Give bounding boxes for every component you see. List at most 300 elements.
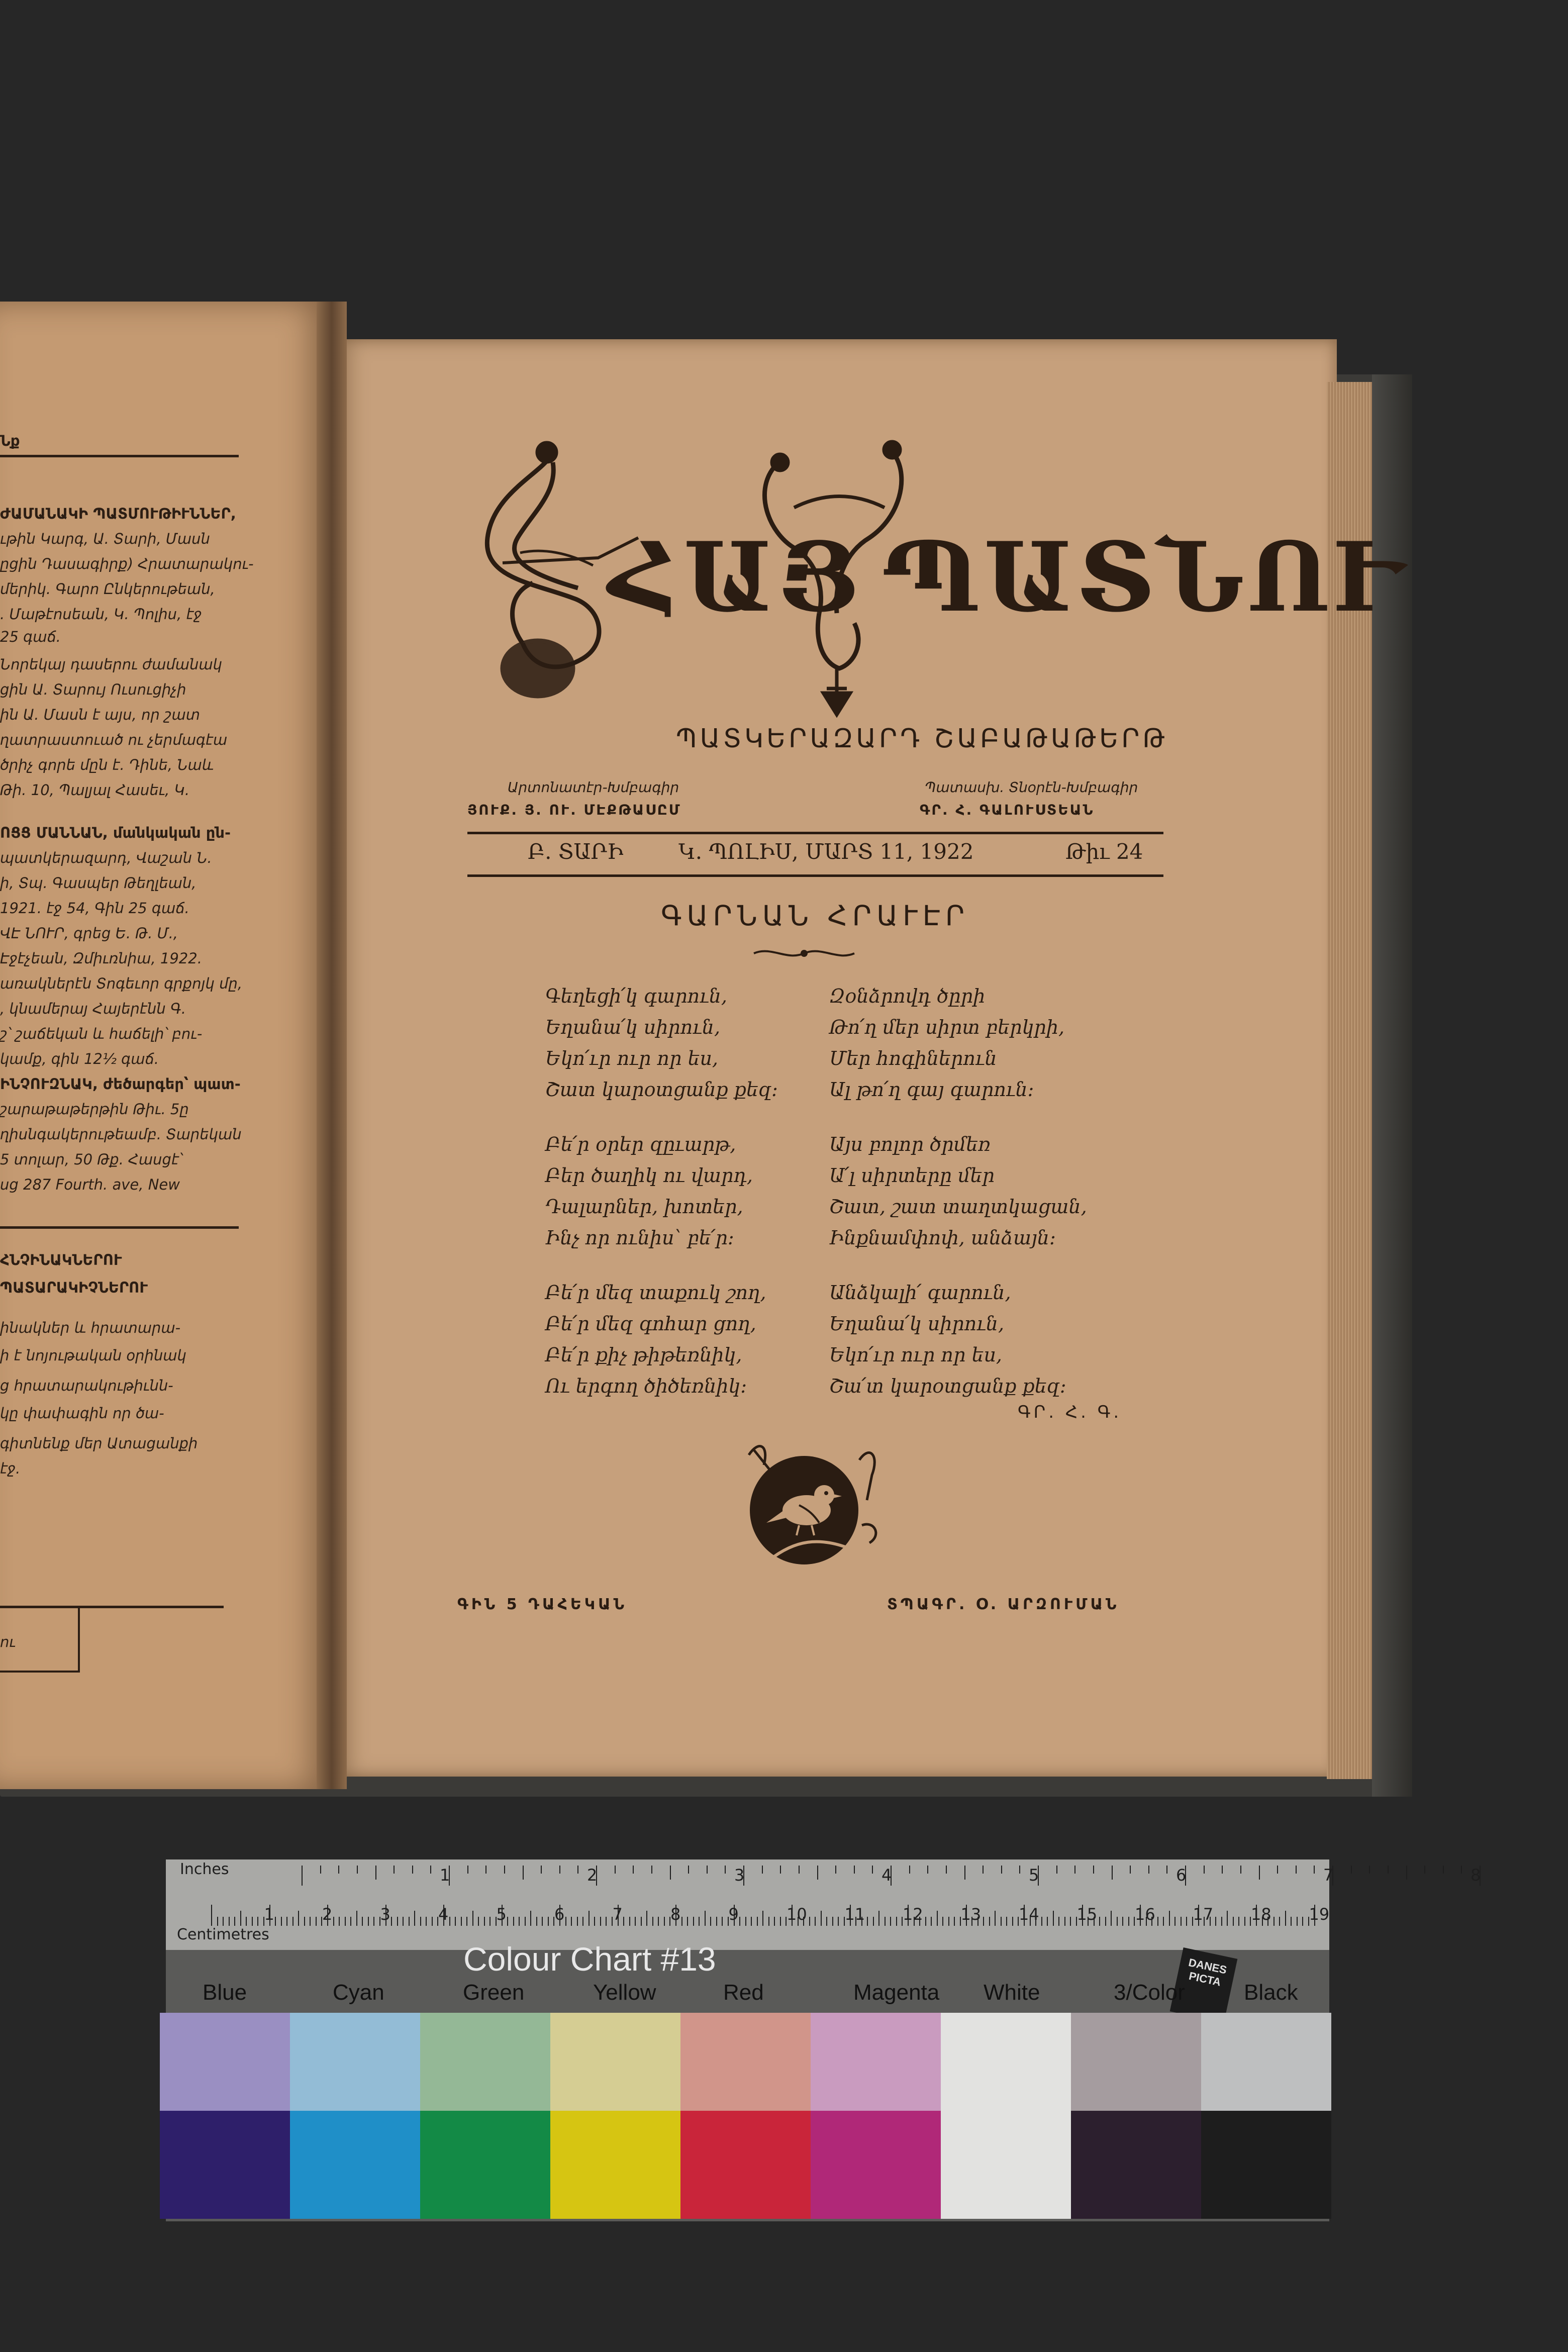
ruler-tick [832, 1917, 833, 1926]
ruler-tick [519, 1917, 520, 1926]
ruler-tick [339, 1917, 340, 1926]
swatch-label: Magenta [853, 1980, 940, 2005]
poem-line: Եկո՛ւր ուր որ ես, [829, 1344, 1003, 1366]
poem-line: Շատ, շատ տաղտկացան, [829, 1196, 1087, 1218]
ruler-tick [223, 1917, 224, 1926]
poem-author: ԳՐ. Հ. Գ. [1018, 1402, 1122, 1422]
ruler-tick [426, 1917, 427, 1926]
ruler-tick [1012, 1917, 1013, 1926]
left-page-line: 5 տոլար, 50 Թք. Հասցէ՝ [0, 1151, 182, 1168]
issue-number: Թիւ 24 [1065, 839, 1143, 864]
left-page-line: ղատրաստուած ու չերմագէա [0, 731, 228, 748]
ruler-tick [983, 1917, 984, 1926]
ruler-tick [1056, 1866, 1057, 1874]
ruler-tick [504, 1866, 505, 1874]
ruler-cm-number: 12 [903, 1905, 923, 1924]
ruler-cm-number: 19 [1309, 1905, 1330, 1924]
left-page-line: ին Ա. Մասն է այս, որ շատ [0, 706, 200, 723]
right-credit-name: ԳՐ. Հ. ԳԱԼՈՒՍՏԵԱՆ [920, 802, 1095, 818]
ruler-tick [995, 1911, 996, 1926]
issue-place-date: Կ. ՊՈԼԻՍ, ՄԱՐՏ 11, 1922 [678, 839, 974, 864]
ruler-tick [780, 1866, 781, 1874]
left-page-line: 25 գաճ. [0, 628, 61, 645]
ruler-tick [670, 1866, 671, 1880]
ruler-tick [461, 1917, 462, 1926]
ruler-tick [1166, 1866, 1167, 1874]
left-credit-label: Արտոնատէր-Խմբագիր [508, 779, 679, 796]
swatch-dark [420, 2111, 550, 2219]
ruler-tick [1074, 1866, 1075, 1874]
ruler-tick [1233, 1917, 1234, 1926]
swatch-label: White [984, 1980, 1040, 2005]
left-page-line: ՀՆՉԻՆԱԿՆԵՐՈՒ [0, 1251, 122, 1268]
ruler-tick [281, 1917, 282, 1926]
left-page [0, 302, 332, 1789]
ruler-tick [688, 1866, 689, 1874]
swatch-label: Black [1244, 1980, 1298, 2005]
ruler-tick [345, 1917, 346, 1926]
left-page-line: ըցին Դասագիրք) Հրատարակու- [0, 555, 254, 572]
text-box [0, 1606, 80, 1673]
ruler-tick [948, 1917, 949, 1926]
ruler-tick [513, 1917, 514, 1926]
swatch-dark [811, 2111, 941, 2219]
swatch-dark [1071, 2111, 1201, 2219]
swatch-dark [1201, 2111, 1331, 2219]
ruler-inch-number: 5 [1029, 1866, 1039, 1885]
masthead-title-part2: ՊԱՏՆՈՒ [882, 521, 1405, 633]
ruler-tick [252, 1917, 253, 1926]
ruler-tick [687, 1917, 688, 1926]
swatch-light [550, 2013, 680, 2111]
ornament-flourish [751, 946, 857, 961]
ruler-tick [646, 1911, 647, 1926]
ruler-tick [420, 1917, 421, 1926]
ruler-tick [693, 1917, 694, 1926]
footer-price: ԳԻՆ 5 ԴԱՀԵԿԱՆ [457, 1596, 628, 1613]
masthead-subtitle: ՊԱՏԿԵՐԱԶԱՐԴ ՇԱԲԱԹԱԹԵՐԹ [676, 724, 1168, 754]
poem-line: Բե՛ր քիչ թիթեռնիկ, [545, 1344, 742, 1366]
ruler-tick [931, 1917, 932, 1926]
ruler-tick [954, 1917, 955, 1926]
swatch-label: Cyan [333, 1980, 384, 2005]
ruler-tick [854, 1866, 855, 1874]
ruler-tick [229, 1917, 230, 1926]
left-page-line: ՈՑՑ ՄԱՆՆԱՆ, մանկական ըն- [0, 824, 231, 841]
ruler-tick [594, 1917, 595, 1926]
ruler-tick [467, 1866, 468, 1874]
swatch-light [680, 2013, 811, 2111]
ruler-tick [409, 1917, 410, 1926]
ruler-tick [1291, 1917, 1292, 1926]
ruler-tick [983, 1866, 984, 1874]
left-page-line: գիտնենք մեր Ատացանքի [0, 1435, 198, 1452]
ruler-tick [394, 1866, 395, 1874]
poem-line: Բե՛ր օրեր զըւարթ, [545, 1133, 736, 1155]
ruler-tick [1244, 1917, 1245, 1926]
ruler-tick [1259, 1866, 1260, 1880]
swatch-dark [550, 2111, 680, 2219]
ruler-tick [485, 1866, 486, 1874]
ruler-inch-number: 6 [1176, 1866, 1187, 1885]
ruler-tick [1227, 1911, 1228, 1926]
ruler-tick [651, 1866, 652, 1874]
swatch-light [420, 2013, 550, 2111]
ruler-tick [942, 1917, 943, 1926]
swatch-label: Red [723, 1980, 764, 2005]
ruler-tick [357, 1866, 358, 1874]
ruler-inch-number: 4 [881, 1866, 892, 1885]
left-page-line: ւթին Կարգ, Ա. Տարի, Մասն [0, 530, 210, 547]
ruler-tick [1122, 1917, 1123, 1926]
ruler-tick [577, 1917, 578, 1926]
ruler-tick [1302, 1917, 1303, 1926]
ruler-tick [275, 1917, 276, 1926]
ruler-tick [1047, 1917, 1048, 1926]
ruler-tick [885, 1917, 886, 1926]
ruler-tick [1128, 1917, 1129, 1926]
masthead-title-part1: ՀԱՅ [608, 521, 863, 633]
ruler-tick [1006, 1917, 1007, 1926]
left-page-line: ց հրատարակութիւնն- [0, 1377, 173, 1394]
book-gutter [317, 302, 347, 1789]
ruler-cm-label: Centimetres [177, 1926, 269, 1943]
ruler-tick [799, 1866, 800, 1874]
ruler-tick [705, 1911, 706, 1926]
ruler-tick [1406, 1866, 1407, 1880]
ruler-tick [368, 1917, 369, 1926]
ruler-tick [873, 1917, 874, 1926]
swatch-light [160, 2013, 290, 2111]
ruler-tick [1240, 1866, 1241, 1874]
logo-text: DANES PICTA [1187, 1956, 1228, 1989]
poem-line: Եղանա՛կ սիրուն, [545, 1016, 721, 1038]
left-page-line: կը փափագին որ ծա- [0, 1405, 164, 1422]
swatch-label: Blue [203, 1980, 247, 2005]
footer-printer: ՏՊԱԳՐ. Օ. ԱՐԶՈՒՄԱՆ [887, 1596, 1120, 1613]
ruler-tick [302, 1866, 303, 1886]
poem-line: Շատ կարօտցանք քեզ: [545, 1079, 778, 1101]
ruler-tick [600, 1917, 601, 1926]
swatch-dark [290, 2111, 420, 2219]
ruler-tick [391, 1917, 392, 1926]
ruler-tick [725, 1866, 726, 1874]
poem-line: Մեր հոգիներուն [829, 1047, 997, 1069]
ruler-tick [629, 1917, 630, 1926]
ruler-tick [246, 1917, 247, 1926]
divider [0, 1226, 239, 1229]
ruler-tick [722, 1917, 723, 1926]
ruler-tick [333, 1917, 334, 1926]
ruler-tick [739, 1917, 740, 1926]
ruler-tick [356, 1911, 357, 1926]
ruler-tick [1273, 1917, 1275, 1926]
swatch-light [811, 2013, 941, 2111]
ruler-tick [362, 1917, 363, 1926]
left-page-line: ի է նոյութական օրինակ [0, 1347, 186, 1364]
ruler-tick [298, 1911, 299, 1926]
ruler-tick [1351, 1866, 1352, 1874]
bird-vignette [739, 1435, 885, 1576]
poem-line: Ալ թո՛ղ գայ գարուն: [829, 1079, 1034, 1101]
ruler-tick [1314, 1866, 1315, 1874]
left-page-line: . Մաթէոսեան, Կ. Պոլիս, էջ [0, 606, 202, 623]
ruler-tick [412, 1866, 413, 1874]
swatch-label: 3/Color [1114, 1980, 1185, 2005]
ruler-inch-number: 8 [1471, 1866, 1481, 1885]
ruler-tick [815, 1917, 816, 1926]
ruler-tick [635, 1917, 636, 1926]
ruler-tick [304, 1917, 305, 1926]
ruler-tick [757, 1917, 758, 1926]
ruler-inch-number: 3 [734, 1866, 745, 1885]
left-page-line: , կնամերայ Հայերէնն Գ. [0, 1000, 186, 1017]
poem-title: ԳԱՐՆԱՆ ՀՐԱՒԷՐ [661, 900, 970, 932]
ruler-tick [606, 1917, 607, 1926]
ruler-tick [1070, 1917, 1071, 1926]
ruler-tick [964, 1866, 965, 1880]
ruler-tick [1296, 1866, 1297, 1874]
issue-year: Բ. ՏԱՐԻ [528, 839, 624, 864]
left-page-line: ԺԱՄԱՆԱԿԻ ՊԱՏՄՈՒԹԻՒՆՆԵՐ, [0, 505, 236, 522]
ruler-tick [1285, 1911, 1286, 1926]
ruler-tick [896, 1917, 897, 1926]
ruler-tick [925, 1917, 926, 1926]
ruler-tick [681, 1917, 682, 1926]
ruler-tick [240, 1911, 241, 1926]
poem-line: Ու երգող ծիծեռնիկ: [545, 1375, 747, 1397]
ruler-tick [234, 1917, 235, 1926]
ruler-cm-number: 6 [554, 1905, 565, 1924]
poem-line: Ինչ որ ունիս՝ բե՛ր: [545, 1227, 734, 1249]
ruler-tick [1424, 1866, 1425, 1874]
ruler-tick [316, 1917, 317, 1926]
ruler-tick [1041, 1917, 1042, 1926]
ruler-tick [1105, 1917, 1106, 1926]
ruler-tick [1053, 1911, 1054, 1926]
ruler-tick [286, 1917, 287, 1926]
ruler-tick [745, 1917, 746, 1926]
swatch-dark [160, 2111, 290, 2219]
ruler-tick [1174, 1917, 1175, 1926]
ruler-tick [397, 1917, 398, 1926]
ruler-inch-number: 7 [1323, 1866, 1334, 1885]
ruler-tick [577, 1866, 578, 1874]
ruler-tick [817, 1866, 818, 1880]
ruler-tick [751, 1917, 752, 1926]
divider [0, 455, 239, 457]
ruler-cm-number: 16 [1135, 1905, 1155, 1924]
right-credit-label: Պատասխ. Տնօրէն-Խմբագիր [925, 779, 1138, 796]
ruler-tick [1130, 1866, 1131, 1874]
ruler-tick [826, 1917, 827, 1926]
ruler-tick [699, 1917, 700, 1926]
ruler-tick [338, 1866, 339, 1874]
ruler-tick [489, 1917, 491, 1926]
ruler-cm-number: 13 [960, 1905, 982, 1924]
ruler-tick [455, 1917, 456, 1926]
ruler-tick [762, 1866, 763, 1874]
ruler-tick [1181, 1917, 1182, 1926]
ruler-cm-number: 15 [1076, 1905, 1098, 1924]
ruler-tick [1297, 1917, 1298, 1926]
ruler-cm-number: 7 [612, 1905, 623, 1924]
swatch-light [941, 2013, 1071, 2111]
poem-line: Ա՛լ սիրտերը մեր [829, 1164, 995, 1187]
ruler-cm-number: 2 [322, 1905, 333, 1924]
swatch-light [1201, 2013, 1331, 2111]
ruler-tick [1221, 1917, 1222, 1926]
poem-line: Զօնձրովդ ծըրի [829, 985, 986, 1007]
ruler-cm-number: 8 [670, 1905, 681, 1924]
ruler-tick [217, 1917, 218, 1926]
ruler-cm-number: 9 [728, 1905, 739, 1924]
left-page-line: մերիկ. Գարո Ընկերութեան, [0, 580, 215, 598]
ruler-tick [449, 1917, 450, 1926]
ruler-tick [762, 1911, 763, 1926]
left-page-line: ցին Ա. Տարույ Ուսուցիչի [0, 681, 186, 698]
ruler-tick [780, 1917, 781, 1926]
ruler-tick [1388, 1866, 1389, 1874]
ruler-cm-number: 17 [1193, 1905, 1214, 1924]
poem-line: Անձկալի՛ գարուն, [829, 1282, 1011, 1304]
ruler-inch-number: 2 [587, 1866, 598, 1885]
ruler-tick [1169, 1911, 1170, 1926]
ruler-cm-number: 11 [844, 1905, 865, 1924]
ruler-tick [1279, 1917, 1280, 1926]
ruler-tick [809, 1917, 810, 1926]
header-rule-top [467, 832, 1163, 834]
ruler-tick [716, 1917, 717, 1926]
left-credit-name: ՅՈՒՔ. Յ. ՈՒ. ՄԷՔԹԱՍԸՄ [467, 802, 681, 818]
ruler-tick [1215, 1917, 1216, 1926]
ruler-tick [403, 1917, 404, 1926]
ruler-tick [375, 1866, 376, 1880]
ruler-tick [1186, 1917, 1187, 1926]
ruler-cm-number: 1 [264, 1905, 274, 1924]
ruler-tick [946, 1866, 947, 1874]
ruler-tick [320, 1866, 321, 1874]
ruler-tick [821, 1911, 822, 1926]
ruler-tick [1443, 1866, 1444, 1874]
ruler-tick [1111, 1911, 1112, 1926]
ruler-tick [589, 1911, 590, 1926]
ruler-tick [768, 1917, 769, 1926]
ruler-tick [774, 1917, 775, 1926]
left-page-line: ug 287 Fourth. ave, New [0, 1176, 180, 1193]
swatch-light [1071, 2013, 1201, 2111]
poem-line: Բե՛ր մեզ գոհար ցող, [545, 1313, 756, 1335]
ruler-tick [872, 1866, 873, 1874]
left-page-line: ինակներ և հրատարա- [0, 1319, 181, 1336]
ruler-inches-label: Inches [180, 1860, 229, 1878]
ruler-tick [890, 1917, 891, 1926]
left-page-line: ՊԱՏԱՐԱԿԻՉՆԵՐՈՒ [0, 1279, 148, 1296]
ruler-cm-number: 4 [438, 1905, 449, 1924]
ruler-tick [559, 1866, 560, 1874]
ruler-tick [1277, 1866, 1278, 1874]
left-page-line: 1921. էջ 54, Գին 25 գաճ. [0, 900, 189, 917]
ruler-tick [1461, 1866, 1462, 1874]
ruler-tick [310, 1917, 311, 1926]
ruler-tick [1117, 1917, 1118, 1926]
poem-line: Գեղեցի՛կ գարուն, [545, 985, 727, 1007]
ruler-tick [1064, 1917, 1065, 1926]
ruler-tick [257, 1917, 258, 1926]
left-page-line: ի, Տպ. Գասպեր Թեղլեան, [0, 874, 197, 892]
ruler-tick [525, 1917, 526, 1926]
ruler-tick [582, 1917, 583, 1926]
ruler-tick [835, 1866, 836, 1874]
ruler-tick [878, 1911, 879, 1926]
ruler-cm-number: 5 [496, 1905, 507, 1924]
ruler-tick [541, 1866, 542, 1874]
left-page-line: շարաթաթերթին Թիւ. 5ը [0, 1101, 189, 1118]
swatch-light [290, 2013, 420, 2111]
ruler-tick [472, 1911, 473, 1926]
colour-chart-title: Colour Chart #13 [463, 1940, 716, 1978]
poem-line: Ինքնամփոփ, անձայն: [829, 1227, 1056, 1249]
ruler-tick [484, 1917, 485, 1926]
ruler-tick [664, 1917, 665, 1926]
ruler-tick [989, 1917, 990, 1926]
ruler-tick [373, 1917, 374, 1926]
ruler-tick [430, 1866, 431, 1874]
ruler-tick [542, 1917, 543, 1926]
ruler-tick [1369, 1866, 1370, 1874]
ruler-tick [710, 1917, 711, 1926]
left-page-line: առակներէն Տոգեւոր գրքոյկ մը, [0, 975, 243, 992]
left-page-line: ՎԷ ՆՈՒՐ, գրեց Ե. Թ. Մ., [0, 925, 178, 942]
ruler-tick [292, 1917, 293, 1926]
ruler-inch-number: 1 [440, 1866, 450, 1885]
ruler-tick [1001, 1917, 1002, 1926]
ruler-cm-number: 3 [380, 1905, 390, 1924]
poem-line: Թո՛ղ մեր սիրտ բերկրի, [829, 1016, 1065, 1038]
poem-line: Դալարներ, խոտեր, [545, 1196, 743, 1218]
left-page-line: ղիսնգակերութեամբ. Տարեկան [0, 1126, 242, 1143]
ruler-tick [838, 1917, 839, 1926]
ruler-tick [658, 1917, 659, 1926]
ruler-cm-number: 14 [1019, 1905, 1039, 1924]
ruler-tick [633, 1866, 634, 1874]
ruler-tick [1157, 1917, 1158, 1926]
ruler-tick [211, 1905, 212, 1926]
ruler-tick [523, 1866, 524, 1880]
swatch-label: Yellow [593, 1980, 656, 2005]
ruler-tick [615, 1866, 616, 1874]
ruler-tick [571, 1917, 572, 1926]
left-page-line: պատկերազարդ, Վաշան Ն. [0, 849, 212, 866]
ruler-tick [1238, 1917, 1239, 1926]
ruler-tick [652, 1917, 653, 1926]
ruler-tick [1058, 1917, 1059, 1926]
ruler-cm-number: 18 [1251, 1905, 1271, 1924]
left-page-line: Էջէչեան, Զմիւռնիա, 1922. [0, 950, 202, 967]
ruler-tick [937, 1911, 938, 1926]
left-page-line: կամք, գին 12½ գաճ. [0, 1050, 159, 1067]
poem-line: Բե՛ր մեզ տաքուկ շող, [545, 1282, 766, 1304]
ruler-tick [548, 1917, 549, 1926]
ruler-cm-number: 10 [787, 1905, 807, 1924]
left-page-line: ծրիչ գորե մըն է. Դինե, Նաև [0, 756, 214, 773]
ruler-tick [927, 1866, 928, 1874]
ruler-tick [507, 1917, 508, 1926]
ruler-tick [1099, 1917, 1100, 1926]
ruler-tick [530, 1911, 531, 1926]
poem-line: Այս բոլոր ծրմեռ [829, 1133, 991, 1155]
ruler-tick [466, 1917, 467, 1926]
